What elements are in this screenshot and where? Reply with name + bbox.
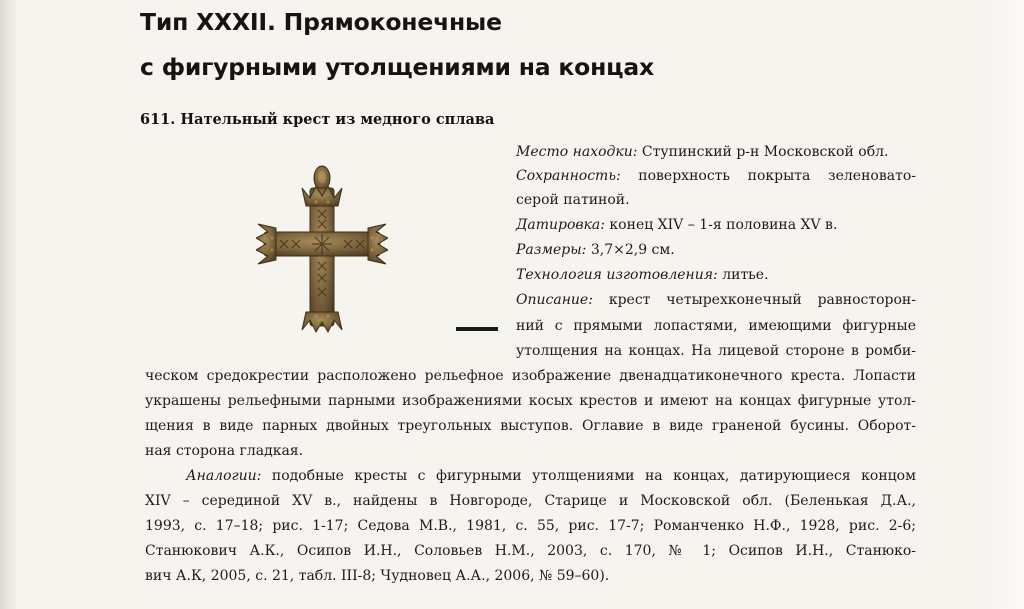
cross-artifact-image xyxy=(256,162,388,334)
meta-condition-label: Сохранность: xyxy=(516,168,621,184)
description-line: ний с прямыми лопастями, имеющими фигурные xyxy=(516,318,916,334)
description-line: ческом средокрестии расположено рельефное изображение двенадцатиконечного креста. Лопасти xyxy=(145,368,916,384)
analogies-text: подобные кресты с фигурными утолщениями на концах, датирующиеся концом xyxy=(261,468,916,484)
analogies-line: 1993, с. 17–18; рис. 1-17; Седова М.В., 1981, с. 55, рис. 17-7; Романченко Н.Ф., 1928, рис. 2-6; xyxy=(145,518,916,534)
description-line: щения в виде парных двойных треугольных выступов. Оглавие в виде граненой бусины. Оборот- xyxy=(145,418,916,434)
section-heading-line-1: Тип XXXII. Прямоконечные xyxy=(140,8,502,36)
section-heading-line-2: с фигурными утолщениями на концах xyxy=(140,53,654,81)
meta-technology-label: Технология изготовления: xyxy=(516,267,718,283)
analogies-line: Станюкович А.К., Осипов И.Н., Соловьев Н.М., 2003, с. 170, № 1; Осипов И.Н., Станюко- xyxy=(145,543,916,559)
meta-technology-value: литье. xyxy=(717,267,769,283)
description-line: украшены рельефными парными изображениями косых крестов и имеют на концах фигурные утол- xyxy=(145,393,916,409)
analogies-label: Аналогии: xyxy=(186,468,262,484)
meta-place xyxy=(516,141,916,165)
meta-condition-value: поверхность покрыта зеленовато- xyxy=(620,168,916,184)
meta-dating xyxy=(516,214,916,238)
meta-description-value: крест четырехконечный равносторон- xyxy=(592,292,916,308)
meta-dating-value: конец XIV – 1-я половина XV в. xyxy=(604,217,838,233)
meta-place-label: Место находки: xyxy=(516,144,638,160)
description-line: утолщения на концах. На лицевой стороне в ромби- xyxy=(516,343,916,359)
meta-technology xyxy=(516,264,916,288)
meta-description-label: Описание: xyxy=(516,292,593,308)
analogies-first-line xyxy=(186,465,916,489)
analogies-line: вич А.К, 2005, с. 21, табл. III-8; Чудновец А.А., 2006, № 59–60). xyxy=(145,568,610,584)
meta-size-value: 3,7×2,9 см. xyxy=(586,242,675,258)
page-right-glare xyxy=(984,0,1024,609)
item-title: 611. Нательный крест из медного сплава xyxy=(140,111,495,128)
meta-dating-label: Датировка: xyxy=(516,217,605,233)
analogies-line: XIV – серединой XV в., найдены в Новгороде, Старице и Московской обл. (Беленькая Д.А., xyxy=(145,493,916,509)
meta-description xyxy=(516,289,916,313)
scale-bar xyxy=(456,327,498,331)
meta-place-value: Ступинский р-н Московской обл. xyxy=(637,144,889,160)
meta-condition-cont: серой патиной. xyxy=(516,192,630,208)
meta-size-label: Размеры: xyxy=(516,242,587,258)
meta-condition xyxy=(516,165,916,189)
meta-size xyxy=(516,239,916,263)
page-gutter-shadow xyxy=(0,0,18,609)
description-line: ная сторона гладкая. xyxy=(145,443,304,459)
